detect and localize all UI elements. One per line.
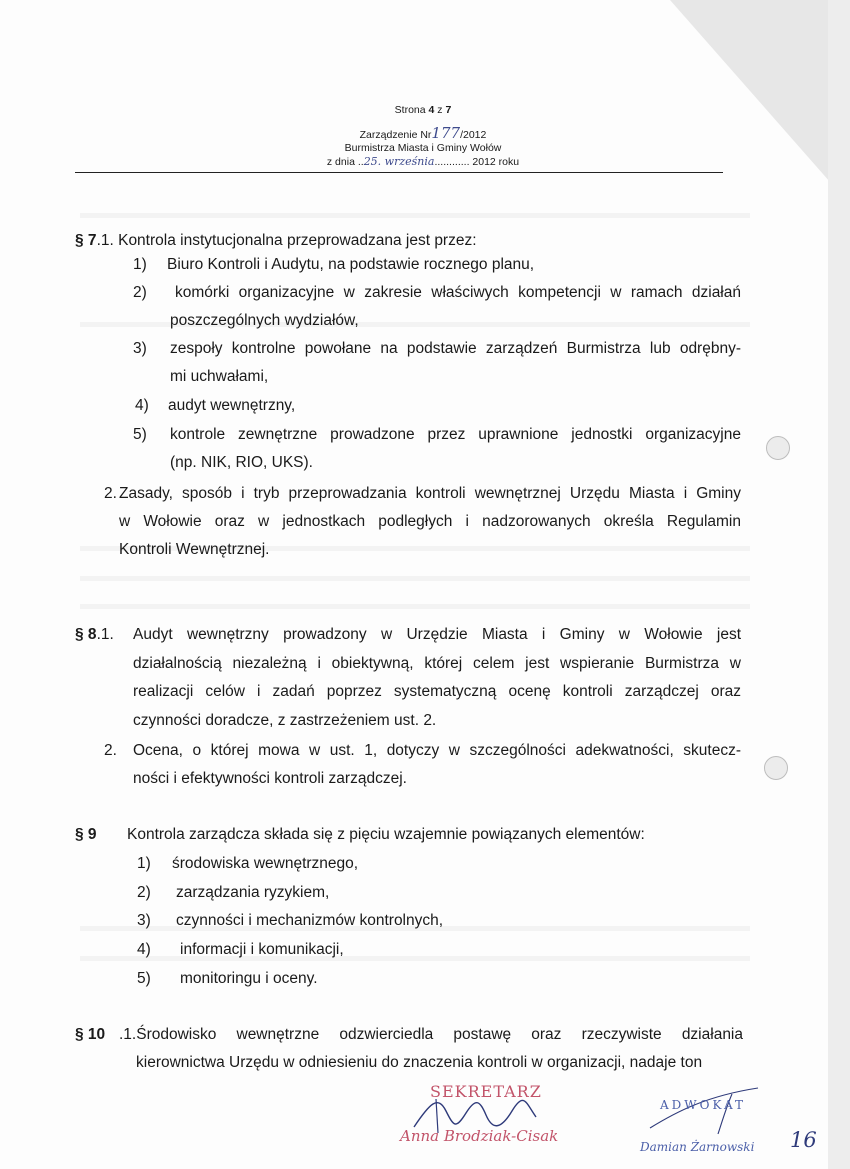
- s7-paragraph-1-intro: § 7.1. Kontrola instytucjonalna przeprowadzana jest przez:: [75, 232, 477, 249]
- s7-item-text: poszczególnych wydziałów,: [170, 312, 359, 329]
- s7-paragraph-2-text: Kontroli Wewnętrznej.: [119, 541, 270, 558]
- s7-item-number: 1): [133, 256, 147, 273]
- s9-intro: Kontrola zarządcza składa się z pięciu wzajemnie powiązanych elementów:: [127, 826, 645, 843]
- s8-heading: § 8.1.: [75, 626, 114, 643]
- s7-item-number: 4): [135, 397, 149, 414]
- handwritten-date: 25. września: [363, 155, 435, 168]
- s9-item-number: 5): [137, 970, 151, 987]
- page-number: Strona 4 z 7: [394, 104, 452, 116]
- s9-item-text: informacji i komunikacji,: [180, 941, 344, 958]
- s9-item-number: 2): [137, 884, 151, 901]
- secretary-stamp-name: Anna Brodziak-Cisak: [400, 1127, 559, 1145]
- s10-paragraph-1-text: .1.Środowisko wewnętrzne odzwierciedla postawę oraz rzeczywiste działania: [119, 1026, 743, 1043]
- s9-heading: § 9: [75, 826, 97, 843]
- s8-paragraph-1-text: Audyt wewnętrzny prowadzony w Urzędzie Miasta i Gminy w Wołowie jest: [133, 626, 741, 643]
- s7-item-number: 2): [133, 284, 147, 301]
- attorney-stamp-title: ADWOKAT: [660, 1098, 746, 1112]
- s9-item-text: środowiska wewnętrznego,: [172, 855, 359, 872]
- show-through-line: [80, 213, 750, 218]
- show-through-line: [80, 604, 750, 609]
- s9-item-number: 4): [137, 941, 151, 958]
- s7-item-text: Biuro Kontroli i Audytu, na podstawie rocznego planu,: [167, 256, 535, 273]
- issuer: Burmistrza Miasta i Gminy Wołów: [344, 142, 502, 154]
- s10-heading: § 10: [75, 1026, 106, 1043]
- s8-paragraph-2-text: Ocena, o której mowa w ust. 1, dotyczy w szczególności adekwatności, skutecz-: [133, 742, 741, 759]
- s10-paragraph-1-text: kierownictwa Urzędu w odniesieniu do znaczenia kontroli w organizacji, nadaje ton: [136, 1054, 703, 1071]
- s9-item-text: czynności i mechanizmów kontrolnych,: [176, 912, 444, 929]
- s7-item-text: (np. NIK, RIO, UKS).: [170, 454, 313, 471]
- s7-item-text: mi uchwałami,: [170, 368, 269, 385]
- s7-item-number: 5): [133, 426, 147, 443]
- handwritten-page-mark: 16: [790, 1128, 817, 1152]
- scan-margin: [828, 0, 850, 1169]
- attorney-stamp-name: Damian Żarnowski: [640, 1140, 755, 1154]
- header-rule: [75, 172, 723, 173]
- punch-hole: [764, 756, 788, 780]
- s8-paragraph-1-text: realizacji celów i zadań poprzez systematyczną ocenę kontroli zarządczej oraz: [133, 683, 741, 700]
- punch-hole: [766, 436, 790, 460]
- order-date: z dnia ..25. września............ 2012 roku: [326, 155, 520, 168]
- s7-item-number: 3): [133, 340, 147, 357]
- s7-item-text: audyt wewnętrzny,: [168, 397, 296, 414]
- s8-paragraph-2-number: 2.: [104, 742, 117, 759]
- show-through-line: [80, 576, 750, 581]
- s9-item-number: 1): [137, 855, 151, 872]
- secretary-stamp-title: SEKRETARZ: [430, 1082, 542, 1101]
- s9-item-text: zarządzania ryzykiem,: [176, 884, 330, 901]
- s9-item-text: monitoringu i oceny.: [180, 970, 318, 987]
- s7-paragraph-2-text: Zasady, sposób i tryb przeprowadzania kontroli wewnętrznej Urzędu Miasta i Gminy: [119, 485, 741, 502]
- s8-paragraph-2-text: ności i efektywności kontroli zarządczej.: [133, 770, 407, 787]
- s7-paragraph-2-number: 2.: [104, 485, 117, 502]
- s9-item-number: 3): [137, 912, 151, 929]
- s7-item-text: zespoły kontrolne powołane na podstawie zarządzeń Burmistrza lub odrębny-: [170, 340, 741, 357]
- s7-paragraph-2-text: w Wołowie oraz w jednostkach podległych i nadzorowanych określa Regulamin: [119, 513, 741, 530]
- s7-item-text: kontrole zewnętrzne prowadzone przez uprawnione jednostki organizacyjne: [170, 426, 741, 443]
- s7-item-text: komórki organizacyjne w zakresie właściwych kompetencji w ramach działań: [175, 284, 741, 301]
- order-number: Zarządzenie Nr177/2012: [359, 124, 487, 142]
- s8-paragraph-1-text: czynności doradcze, z zastrzeżeniem ust. 2.: [133, 712, 437, 729]
- s8-paragraph-1-text: działalnością niezależną i obiektywną, której celem jest wspieranie Burmistrza w: [133, 655, 741, 672]
- handwritten-order-number: 177: [431, 124, 461, 142]
